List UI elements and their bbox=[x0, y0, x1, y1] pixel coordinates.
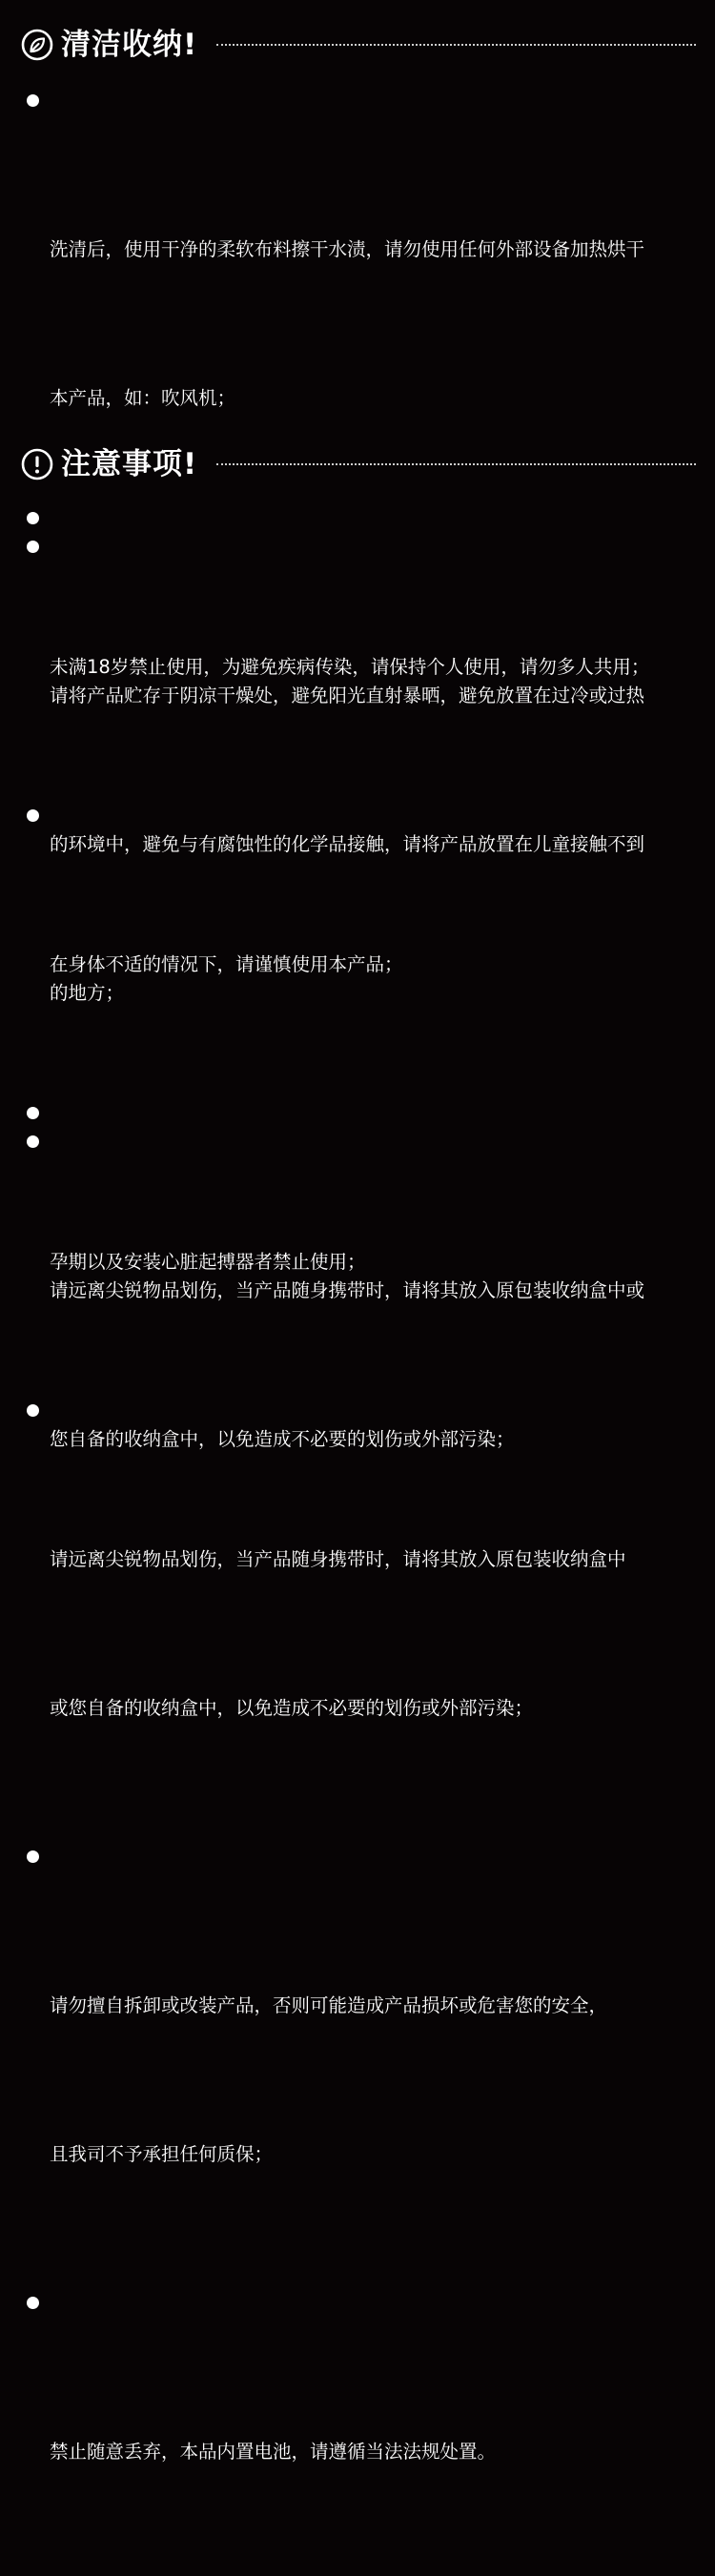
item-text-line: 您自备的收纳盒中，以免造成不必要的划伤或外部污染； bbox=[50, 1428, 515, 1450]
bullet-icon bbox=[27, 2297, 39, 2309]
item-text-line: 请远离尖锐物品划伤，当产品随身携带时，请将其放入原包装收纳盒中或 bbox=[50, 1279, 645, 1301]
item-text-line: 本产品，如：吹风机； bbox=[50, 387, 236, 409]
bullet-icon bbox=[27, 94, 39, 107]
notice-list bbox=[0, 494, 715, 2576]
list-item bbox=[0, 791, 715, 1089]
cleaning-section-title: 清洁收纳! bbox=[61, 28, 198, 62]
leaf-icon bbox=[21, 29, 53, 61]
bullet-icon bbox=[27, 809, 39, 822]
item-text-line: 禁止随意丢弃，本品内置电池，请遵循当法法规处置。 bbox=[50, 2441, 497, 2463]
bullet-icon bbox=[27, 1850, 39, 1863]
item-text-line: 的环境中，避免与有腐蚀性的化学品接触，请将产品放置在儿童接触不到 bbox=[50, 833, 645, 855]
list-item bbox=[0, 2279, 715, 2576]
item-text-line: 的地方； bbox=[50, 982, 125, 1004]
list-item bbox=[0, 1832, 715, 2279]
dotted-divider bbox=[216, 463, 696, 465]
notice-section-title: 注意事项! bbox=[61, 447, 198, 481]
list-item bbox=[0, 494, 715, 791]
item-text-line: 请将产品贮存于阴凉干燥处，避免阳光直射暴晒，避免放置在过冷或过热 bbox=[50, 685, 645, 706]
item-text-line: 未满18岁禁止使用，为避免疾病传染，请保持个人使用，请勿多人共用； bbox=[50, 656, 650, 678]
item-text-line: 请远离尖锐物品划伤，当产品随身携带时，请将其放入原包装收纳盒中 bbox=[50, 1548, 626, 1570]
item-text-line: 且我司不予承担任何质保； bbox=[50, 2143, 274, 2165]
item-text-line: 孕期以及安装心脏起搏器者禁止使用； bbox=[50, 1251, 366, 1273]
bullet-icon bbox=[27, 512, 39, 524]
cleaning-section-header bbox=[21, 26, 696, 64]
bullet-icon bbox=[27, 1404, 39, 1417]
exclamation-icon bbox=[21, 448, 53, 480]
item-text-line: 请勿擅自拆卸或改装产品，否则可能造成产品损坏或危害您的安全， bbox=[50, 1994, 608, 2016]
notice-section-header bbox=[21, 445, 696, 483]
list-item bbox=[0, 1089, 715, 1386]
item-text-line: 在身体不适的情况下，请谨慎使用本产品； bbox=[50, 953, 403, 975]
item-text-line: 或您自备的收纳盒中，以免造成不必要的划伤或外部污染； bbox=[50, 1697, 534, 1719]
item-text-line: 洗清后，使用干净的柔软布料擦干水渍，请勿使用任何外部设备加热烘干 bbox=[50, 238, 645, 260]
list-item bbox=[0, 1386, 715, 1832]
dotted-divider bbox=[216, 44, 696, 46]
bullet-icon bbox=[27, 1107, 39, 1119]
